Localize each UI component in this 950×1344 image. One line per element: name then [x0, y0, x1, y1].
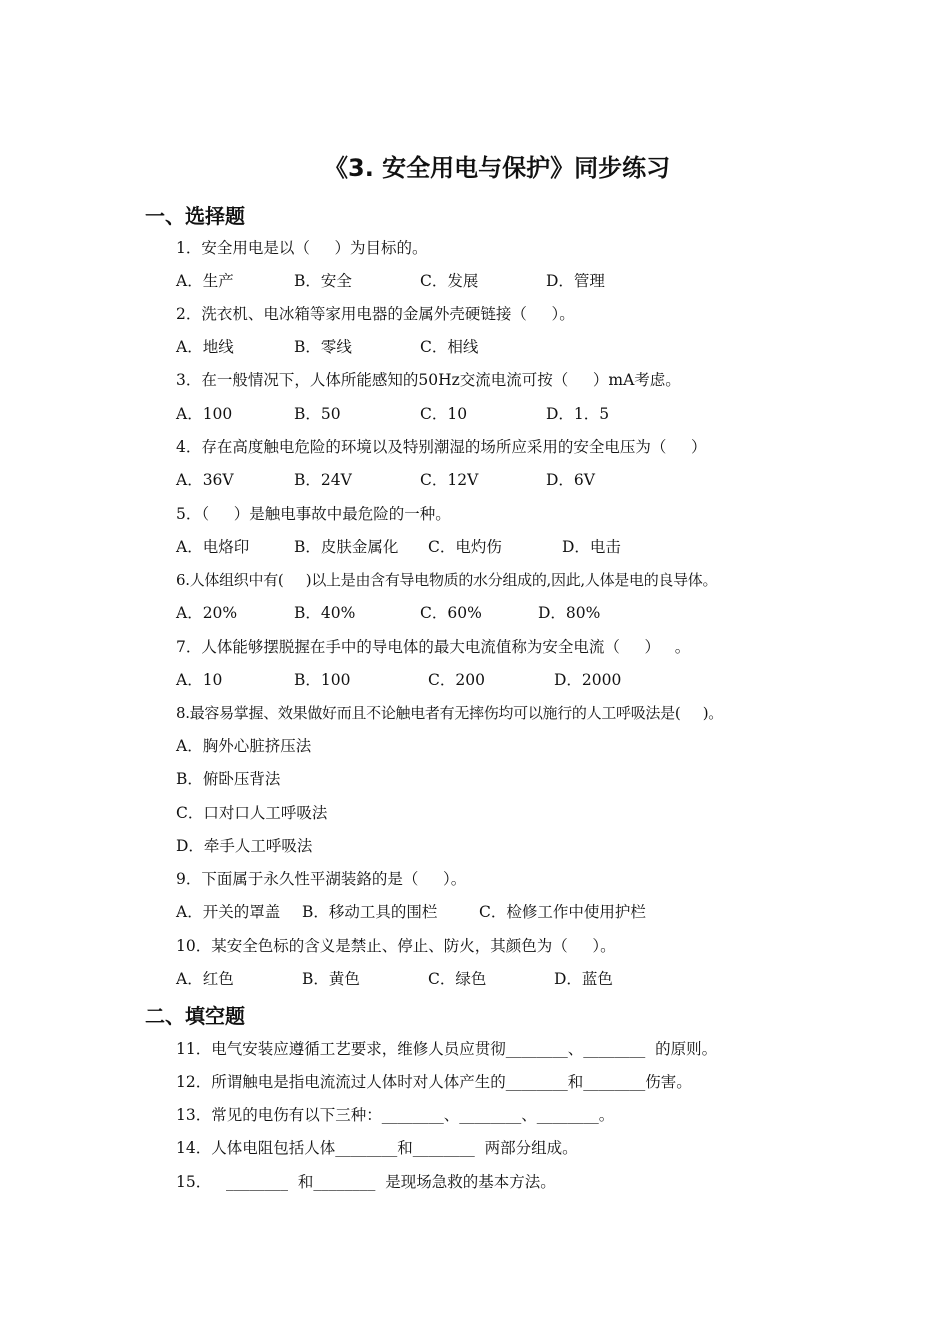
option-b: B．俯卧压背法 [176, 770, 281, 788]
option-c: C．60% [420, 604, 482, 622]
option-d: D．电击 [562, 538, 621, 556]
question-8: 8.最容易掌握、效果做好而且不论触电者有无摔伤均可以施行的人工呼吸法是( )。 [176, 704, 723, 722]
question-15: 15． ________ 和________ 是现场急救的基本方法。 [176, 1173, 556, 1191]
option-a: A．20% [176, 604, 238, 622]
question-13: 13．常见的电伤有以下三种：________、________、________。 [176, 1106, 615, 1124]
question-11: 11．电气安装应遵循工艺要求，维修人员应贯彻________、________ 的原则。 [176, 1040, 718, 1058]
option-b: B．黄色 [302, 970, 360, 988]
option-a: A．红色 [176, 970, 234, 988]
option-c: C．口对口人工呼吸法 [176, 804, 328, 822]
question-9: 9．下面属于永久性平湖装鉻的是（ ）。 [176, 870, 467, 888]
option-d: D．蓝色 [554, 970, 613, 988]
option-c: C．相线 [420, 338, 479, 356]
option-a: A．生产 [176, 272, 234, 290]
question-2: 2．洗衣机、电冰箱等家用电器的金属外壳硬链接（ ）。 [176, 305, 575, 323]
option-c: C．发展 [420, 272, 479, 290]
question-6: 6.人体组织中有( )以上是由含有导电物质的水分组成的,因此,人体是电的良导体。 [176, 571, 718, 589]
option-a: A．36V [176, 471, 234, 489]
option-c: C．绿色 [428, 970, 487, 988]
option-b: B．安全 [294, 272, 352, 290]
option-b: B．40% [294, 604, 356, 622]
option-a: A．100 [176, 405, 233, 423]
section-heading-choice: 一、选择题 [145, 204, 245, 228]
question-7: 7．人体能够摆脱握在手中的导电体的最大电流值称为安全电流（ ） 。 [176, 638, 691, 656]
section-heading-fill: 二、填空题 [145, 1004, 245, 1028]
option-b: B．移动工具的围栏 [302, 903, 438, 921]
option-d: D．2000 [554, 671, 622, 689]
option-d: D．1．5 [546, 405, 610, 423]
question-10: 10．某安全色标的含义是禁止、停止、防火，其颜色为（ ）。 [176, 937, 616, 955]
option-c: C．检修工作中使用护栏 [479, 903, 646, 921]
option-d: D．牵手人工呼吸法 [176, 837, 313, 855]
option-b: B．100 [294, 671, 351, 689]
option-c: C．10 [420, 405, 468, 423]
option-a: A．地线 [176, 338, 234, 356]
question-4: 4．存在高度触电危险的环境以及特别潮湿的场所应采用的安全电压为（ ） [176, 438, 707, 456]
option-b: B．零线 [294, 338, 352, 356]
option-a: A．开关的罩盖 [176, 903, 281, 921]
option-b: B．皮肤金属化 [294, 538, 399, 556]
option-c: C．12V [420, 471, 479, 489]
question-14: 14．人体电阻包括人体________和________ 两部分组成。 [176, 1139, 578, 1157]
option-a: A．电烙印 [176, 538, 250, 556]
option-b: B．50 [294, 405, 341, 423]
option-a: A．10 [176, 671, 223, 689]
option-d: D．6V [546, 471, 595, 489]
question-3: 3．在一般情况下，人体所能感知的50Hz交流电流可按（ ）mA考虑。 [176, 371, 681, 389]
question-1: 1．安全用电是以（ ）为目标的。 [176, 239, 428, 257]
option-d: D．管理 [546, 272, 605, 290]
option-b: B．24V [294, 471, 352, 489]
option-c: C．电灼伤 [428, 538, 502, 556]
question-5: 5．（ ）是触电事故中最危险的一种。 [176, 505, 451, 523]
question-12: 12．所谓触电是指电流流过人体时对人体产生的________和________伤害。 [176, 1073, 692, 1091]
option-c: C．200 [428, 671, 485, 689]
option-a: A．胸外心脏挤压法 [176, 737, 312, 755]
page-title: 《3. 安全用电与保护》同步练习 [324, 154, 671, 182]
option-d: D．80% [538, 604, 601, 622]
